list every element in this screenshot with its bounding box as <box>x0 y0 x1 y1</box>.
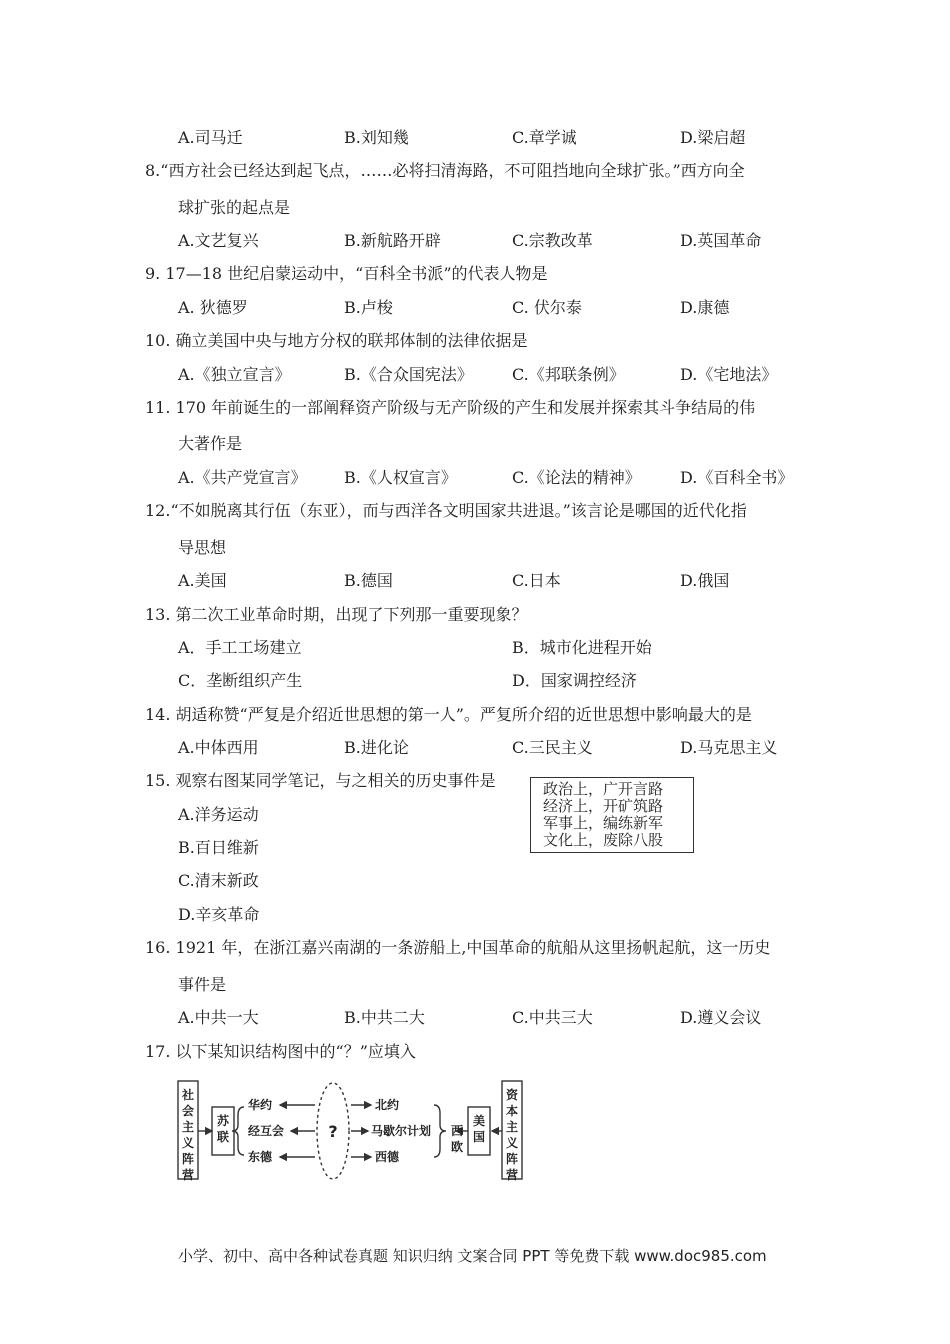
q17-stem: 17. 以下某知识结构图中的“？”应填入 <box>145 1042 416 1061</box>
q8-option-d: D.英国革命 <box>680 231 762 250</box>
q11-option-a: A.《共产党宣言》 <box>178 468 307 487</box>
q17-knowledge-diagram <box>170 1075 532 1183</box>
q13-stem: 13. 第二次工业革命时期，出现了下列那一重要现象？ <box>145 605 528 624</box>
left-camp-label: 社会主义阵营 <box>181 1088 195 1182</box>
center-unknown: ? <box>328 1122 338 1141</box>
right-item: 北约 <box>375 1098 400 1112</box>
q10-option-b: B.《合众国宪法》 <box>344 365 473 384</box>
q16-option-d: D.遵义会议 <box>680 1008 762 1027</box>
q9-option-d: D.康德 <box>680 298 730 317</box>
q15-option-b: B.百日维新 <box>178 838 259 857</box>
q15-stem: 15. 观察右图某同学笔记，与之相关的历史事件是 <box>145 771 496 790</box>
q16-option-a: A.中共一大 <box>178 1008 259 1027</box>
footer-ad-text: 小学、初中、高中各种试卷真题 知识归纳 文案合同 PPT 等免费下载 www.doc985.com <box>178 1247 767 1265</box>
right-camp-label: 资本主义阵营 <box>505 1088 519 1182</box>
q14-option-b: B.进化论 <box>344 738 409 757</box>
q10-option-c: C.《邦联条例》 <box>512 365 625 384</box>
q10-stem: 10. 确立美国中央与地方分权的联邦体制的法律依据是 <box>145 331 528 350</box>
q7-option-c: C.章学诚 <box>512 128 577 147</box>
q13-option-b: B．城市化进程开始 <box>512 638 652 657</box>
left-item: 经互会 <box>248 1124 285 1138</box>
q15-option-c: C.清末新政 <box>178 871 259 890</box>
q11-option-b: B.《人权宣言》 <box>344 468 457 487</box>
right-item: 马歇尔计划 <box>371 1124 432 1138</box>
q14-option-d: D.马克思主义 <box>680 738 778 757</box>
q13-option-c: C．垄断组织产生 <box>178 671 303 690</box>
q9-option-a: A. 狄德罗 <box>178 298 248 317</box>
q16-option-b: B.中共二大 <box>344 1008 425 1027</box>
left-item: 华约 <box>248 1098 273 1112</box>
q15-option-a: A.洋务运动 <box>178 805 259 824</box>
q14-option-a: A.中体西用 <box>178 738 259 757</box>
note-line: 经济上，开矿筑路 <box>543 797 664 815</box>
q9-stem: 9. 17—18 世纪启蒙运动中，“百科全书派”的代表人物是 <box>145 264 548 283</box>
q8-option-a: A.文艺复兴 <box>178 231 259 250</box>
right-item: 西德 <box>375 1150 400 1164</box>
q9-option-b: B.卢梭 <box>344 298 393 317</box>
left-leader-label: 苏联 <box>216 1114 230 1144</box>
q12-stem-cont: 导思想 <box>178 538 227 557</box>
q12-stem: 12.“不如脱离其行伍（东亚），而与西洋各文明国家共进退。”该言论是哪国的近代化指 <box>145 501 747 520</box>
q11-stem: 11. 170 年前诞生的一部阐释资产阶级与无产阶级的产生和发展并探索其斗争结局的伟 <box>145 398 756 417</box>
q8-stem-cont: 球扩张的起点是 <box>178 198 291 217</box>
q15-note-box <box>530 777 694 853</box>
q8-stem: 8.“西方社会已经达到起飞点，……必将扫清海路，不可阻挡地向全球扩张。”西方向全 <box>145 161 745 180</box>
q12-option-b: B.德国 <box>344 571 393 590</box>
q16-option-c: C.中共三大 <box>512 1008 593 1027</box>
q10-option-d: D.《宅地法》 <box>680 365 778 384</box>
q15-option-d: D.辛亥革命 <box>178 905 260 924</box>
right-group-label: 西欧 <box>450 1124 464 1154</box>
q8-option-b: B.新航路开辟 <box>344 231 441 250</box>
q16-stem-cont: 事件是 <box>178 975 227 994</box>
q8-option-c: C.宗教改革 <box>512 231 593 250</box>
q16-stem: 16. 1921 年，在浙江嘉兴南湖的一条游船上,中国革命的航船从这里扬帆起航，这一历史 <box>145 938 771 957</box>
left-item: 东德 <box>248 1150 273 1164</box>
q11-stem-cont: 大著作是 <box>178 434 243 453</box>
q11-option-d: D.《百科全书》 <box>680 468 794 487</box>
q14-stem: 14. 胡适称赞“严复是介绍近世思想的第一人”。严复所介绍的近世思想中影响最大的是 <box>145 705 752 724</box>
q14-option-c: C.三民主义 <box>512 738 593 757</box>
q10-option-a: A.《独立宣言》 <box>178 365 291 384</box>
q12-option-c: C.日本 <box>512 571 561 590</box>
q7-option-a: A.司马迁 <box>178 128 243 147</box>
q12-option-a: A.美国 <box>178 571 227 590</box>
q13-option-a: A．手工工场建立 <box>178 638 302 657</box>
q9-option-c: C. 伏尔泰 <box>512 298 582 317</box>
q12-option-d: D.俄国 <box>680 571 730 590</box>
q11-option-c: C.《论法的精神》 <box>512 468 641 487</box>
note-line: 文化上，废除八股 <box>543 831 664 849</box>
note-line: 军事上，编练新军 <box>543 814 664 832</box>
note-line: 政治上，广开言路 <box>543 780 664 798</box>
right-leader-label: 美国 <box>472 1114 486 1144</box>
q7-option-b: B.刘知幾 <box>344 128 409 147</box>
q7-option-d: D.梁启超 <box>680 128 746 147</box>
q13-option-d: D．国家调控经济 <box>512 671 637 690</box>
